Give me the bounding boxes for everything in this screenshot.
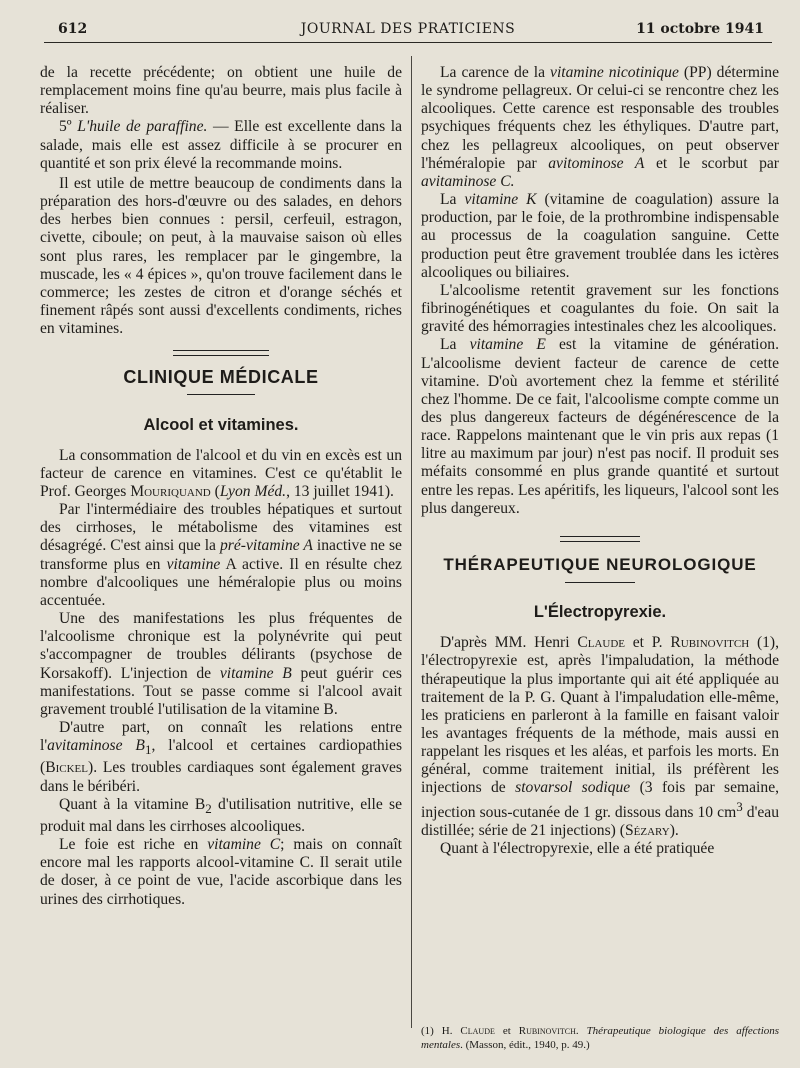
page-number: 612 xyxy=(58,21,88,37)
paragraph xyxy=(40,501,402,610)
paragraph-text: D'autre part, on connaît les relations entre l' xyxy=(40,719,402,755)
paragraph-text: (PP) xyxy=(683,64,712,81)
paragraph xyxy=(421,336,779,518)
emphasis: avitominose A xyxy=(548,154,645,172)
paragraph-text: ). Les troubles cardiaques sont également graves dans le béribéri. xyxy=(40,759,402,795)
footnote-text: . xyxy=(575,1025,579,1037)
right-column xyxy=(421,64,779,858)
paragraph xyxy=(421,64,779,191)
subscript: 1 xyxy=(144,742,152,758)
paragraph-text: — Elle est excellente dans la salade, mais elle est assez difficile à se procurer en quantité et son prix élevé la recommande moins. xyxy=(40,118,402,172)
paragraph-text: La xyxy=(440,336,457,354)
author-name: Rubinovitch xyxy=(670,634,750,652)
paragraph-text: , 13 juillet 1941). xyxy=(286,482,394,500)
paragraph xyxy=(40,719,402,796)
paragraph-text: inactive ne se transforme plus en xyxy=(40,537,402,573)
author-name: Claude xyxy=(577,634,625,652)
article-title: Alcool et vitamines. xyxy=(143,415,299,434)
journal-ref: Lyon Méd. xyxy=(219,482,287,500)
emphasis: vitamine E xyxy=(469,336,546,354)
paragraph-text: détermine le syndrome pellagreux. Or celui-ci se rencontre chez les alcooliques. Cette carence est responsable des troubles psychiques fréquents chez les éthyliques. D'autre part, chez les pellagreux alcooliques, on peut observer l'héméralopie par xyxy=(421,64,780,172)
paragraph-text: (3 fois par semaine, injection sous-cutanée de 1 gr. dissous dans 10 cm xyxy=(421,779,780,821)
paragraph-text: est la vitamine de génération. L'alcoolisme devient facteur de carence de cette vitamine. D'où avortement chez la femme et stérilité chez l'homme. De ce fait, l'alcoolisme compte comme un des plus dangereux facteurs de dégénérescence de la race. Rappelons maintenant que le vin pris aux repas (1 litre au maximum par jour) n'est pas nocif. Il produit ses méfaits consommé en plus grande quantité et surtout entre les repas. Les apéritifs, les liqueurs, l'alcool sont les plus dangereux. xyxy=(421,336,779,517)
paragraph-text: ; mais on connaît encore mal les rapports alcool-vitamine C. Il serait utile de doser, à ce point de vue, l'acide ascorbique dans les urines des cirrhotiques. xyxy=(40,836,402,908)
paragraph xyxy=(421,191,779,282)
paragraph-text: peut guérir ces manifestations. Tout se passe comme si l'alcool avait gravement troublé l'utilisation de la vitamine B. xyxy=(40,664,402,718)
subscript: 2 xyxy=(205,800,212,816)
footnote xyxy=(421,1024,779,1052)
paragraph: Quant à l'électropyrexie, elle a été pratiquée xyxy=(440,840,715,858)
paragraph xyxy=(40,836,402,909)
paragraph: La consommation de l'alcool et du vin en excès est un facteur de carence en vitamines. C'est ce qu'établit le Prof. Georges Mouriquand (Lyon Méd., 13 juillet 1941). xyxy=(40,446,402,500)
author-name: Sézary xyxy=(624,821,670,839)
section-title: CLINIQUE MÉDICALE xyxy=(123,367,319,388)
column-divider xyxy=(411,56,412,1028)
emphasis: avitaminose C. xyxy=(421,172,515,190)
emphasis: vitamine nicotinique xyxy=(550,64,679,81)
author-name: Claude xyxy=(460,1025,495,1037)
paragraph-text: ). xyxy=(669,821,679,839)
book-title: Thérapeutique biologique des affections mentales xyxy=(421,1025,780,1051)
emphasis: avitaminose B xyxy=(47,737,145,755)
paragraph-text: La carence de la xyxy=(440,64,546,81)
item-title: L'huile de paraffine. xyxy=(77,118,208,136)
paragraph xyxy=(421,634,779,840)
paragraph-text: Quant à la vitamine B xyxy=(59,795,206,813)
footnote-text: . (Masson, édit., 1940, p. 49.) xyxy=(460,1039,590,1051)
emphasis: vitamine B xyxy=(219,664,292,682)
paragraph-text: La consommation de l'alcool et du vin en excès est un facteur de carence en vitamines. C'est ce qu'établit le Prof. Georges xyxy=(40,446,402,500)
paragraph-text: La xyxy=(440,191,457,209)
paragraph-text: et le scorbut par xyxy=(655,154,779,172)
paragraph: L'alcoolisme retentit gravement sur les fonctions fibrinogénétiques et coagulantes du foie. On sait la gravité des hémorragies intestinales chez les alcooliques. xyxy=(421,281,779,336)
paragraph-text: D'après MM. Henri xyxy=(440,634,570,652)
paragraph xyxy=(40,610,402,719)
footnote-text: et xyxy=(502,1025,511,1037)
paragraph-text: Par l'intermédiaire des troubles hépatiques et surtout des cirrhoses, le métabolisme des vitamines est désagrégé. C'est ainsi que la xyxy=(40,501,402,555)
paragraph: Il est utile de mettre beaucoup de condiments dans la préparation des hors-d'œuvre ou des salades, en dehors des herbes bien connues : persil, cerfeuil, estragon, civette, ciboule; on peut, à la mauvaise saison où elles sont plus rares, les remplacer par le gingembre, la muscade, les « 4 épices », qu'on trouve facilement dans le commerce; les zestes de citron et d'orange séchés et finement râpés sont aussi d'excellents condiments, riches en vitamines. xyxy=(40,174,402,338)
paragraph-text: Une des manifestations les plus fréquentes de l'alcoolisme chronique est la polynévrite qui peut s'accompagner de troubles délirants (psychose de Korsakoff). L'injection de xyxy=(40,610,402,682)
emphasis: pré-vitamine A xyxy=(219,537,313,555)
article-title: L'Électropyrexie. xyxy=(533,603,667,622)
emphasis: vitamine K xyxy=(464,191,537,209)
left-column xyxy=(40,64,402,909)
paragraph-text: (vitamine de coagulation) assure la production, par le foie, de la prothrombine indispensable au processus de la coagulation sanguine. Cette production peut être gravement troublée dans les ictères alcooliques ou biliaires. xyxy=(421,191,780,281)
paragraph-text: A active. Il en résulte chez nombre d'alcooliques une héméralopie plus ou moins accentuée. xyxy=(40,555,402,609)
item-number: 5º xyxy=(59,118,72,136)
paragraph: de la recette précédente; on obtient une huile de remplacement moins fine qu'au beurre, mais plus facile à réaliser. xyxy=(40,64,402,118)
paragraph-text: Le foie est riche en xyxy=(59,836,199,854)
paragraph xyxy=(40,796,402,836)
superscript: 3 xyxy=(736,798,743,814)
section-title: THÉRAPEUTIQUE NEUROLOGIQUE xyxy=(443,554,757,574)
emphasis: stovarsol sodique xyxy=(515,779,631,797)
journal-title: JOURNAL DES PRATICIENS xyxy=(300,21,516,37)
paragraph-text: , l'alcool et certaines cardiopathies ( xyxy=(40,737,403,777)
emphasis: vitamine C xyxy=(207,836,281,854)
paragraph xyxy=(40,118,402,172)
issue-date: 11 octobre 1941 xyxy=(636,21,764,37)
paragraph-text: (1), l'électropyrexie est, après l'impaludation, la méthode thérapeutique la plus importante qui ait été appliquée au traitement de la P. G. Quant à l'impaludation elle-même, les praticiens en parleront à la famille en faisant valoir les avantages fréquents de la méthode, mais aussi en rappelant les risques et les aléas, et parfois les morts. En général, comme traitement initial, ils préfèrent les injections de xyxy=(421,634,780,797)
author-name: Rubinovitch xyxy=(518,1025,576,1037)
footnote-text: (1) H. xyxy=(421,1025,453,1037)
emphasis: vitamine xyxy=(166,555,221,573)
running-head xyxy=(44,16,772,43)
paragraph-text: et P. xyxy=(632,634,663,652)
paragraph-text: d'eau distillée; série de 21 injections) ( xyxy=(421,803,780,839)
author-name: Bickel xyxy=(45,759,88,777)
author-name: Mouriquand xyxy=(130,482,211,500)
paragraph-text: d'utilisation nutritive, elle se produit mal dans les cirrhoses alcooliques. xyxy=(40,795,402,835)
